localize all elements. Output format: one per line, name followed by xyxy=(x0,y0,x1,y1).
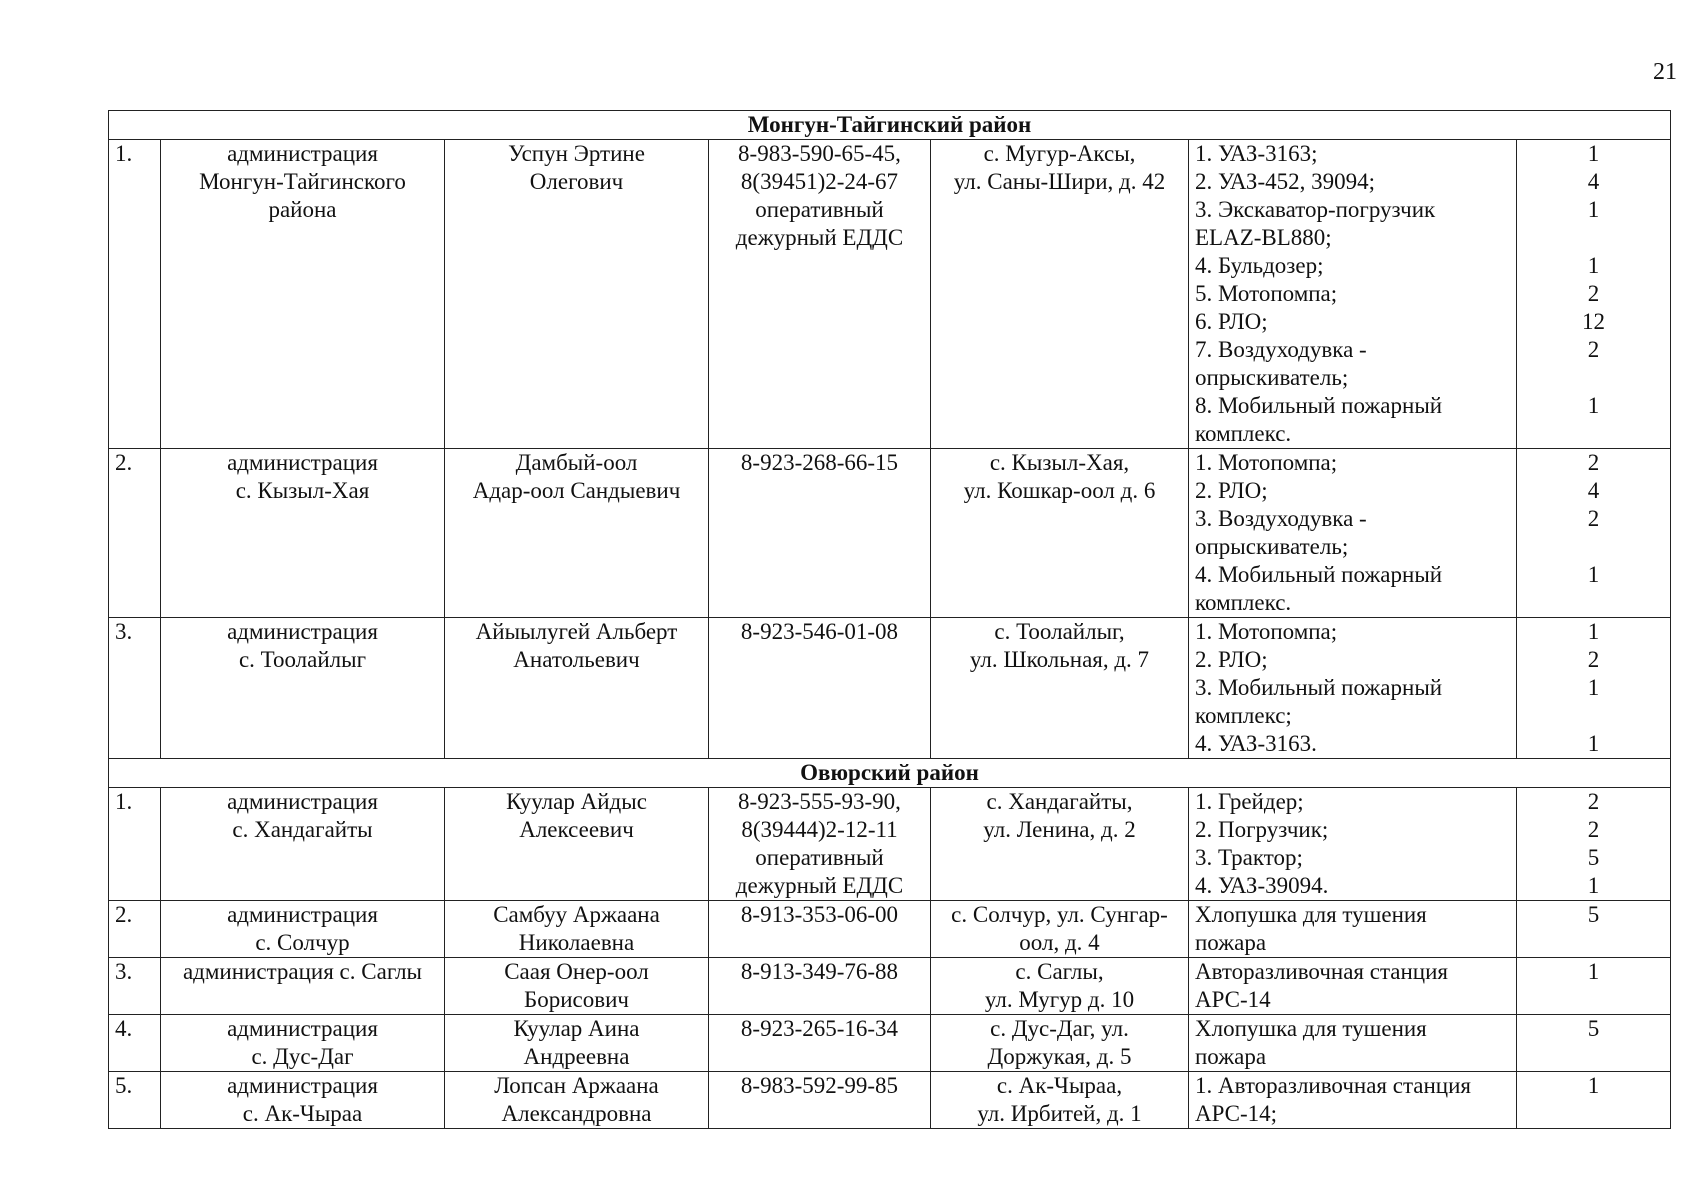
quantity-line: 2 xyxy=(1587,450,1600,475)
quantity-line: 2 xyxy=(1587,789,1600,814)
phone-cell xyxy=(709,618,931,759)
quantity-line: 2 xyxy=(1587,337,1600,362)
row-number: 4. xyxy=(109,1015,161,1072)
contact-person-cell xyxy=(445,901,709,958)
contact-person-line: Самбуу Аржаана xyxy=(493,902,660,927)
address-cell xyxy=(931,788,1189,901)
phone-line: 8-923-268-66-15 xyxy=(740,450,899,475)
table-row xyxy=(109,449,1671,618)
equipment-line: 4. Бульдозер; xyxy=(1195,253,1324,278)
quantity-line: 1 xyxy=(1587,141,1600,166)
equipment-line: АРС-14; xyxy=(1195,1101,1278,1126)
equipment-cell xyxy=(1189,140,1517,449)
quantity-line xyxy=(1523,420,1664,448)
quantity-line xyxy=(1523,1100,1664,1128)
address-line: с. Тоолайлыг, xyxy=(994,619,1125,644)
row-number: 2. xyxy=(109,901,161,958)
equipment-line: пожара xyxy=(1195,930,1267,955)
organization-cell xyxy=(161,788,445,901)
section-header-row xyxy=(109,759,1671,788)
equipment-line: 8. Мобильный пожарный xyxy=(1195,393,1443,418)
quantity-cell xyxy=(1517,901,1671,958)
equipment-line: 3. Мобильный пожарный xyxy=(1195,675,1443,700)
organization-line: с. Солчур xyxy=(255,930,350,955)
contact-person-line: Николаевна xyxy=(518,930,635,955)
equipment-cell xyxy=(1189,618,1517,759)
phone-line: 8-983-590-65-45, xyxy=(738,141,901,166)
address-line: ул. Саны-Шири, д. 42 xyxy=(953,169,1166,194)
equipment-line: 3. Экскаватор-погрузчик xyxy=(1195,197,1436,222)
address-line: с. Кызыл-Хая, xyxy=(989,450,1130,475)
quantity-line: 1 xyxy=(1587,675,1600,700)
organization-line: администрация xyxy=(227,141,378,166)
phone-cell xyxy=(709,1072,931,1129)
quantity-line xyxy=(1523,364,1664,392)
contact-person-line: Алексеевич xyxy=(519,817,634,842)
equipment-line: 2. Погрузчик; xyxy=(1195,817,1329,842)
quantity-line: 5 xyxy=(1587,845,1600,870)
equipment-line: 1. УАЗ-3163; xyxy=(1195,141,1318,166)
quantity-cell xyxy=(1517,1015,1671,1072)
quantity-line xyxy=(1523,589,1664,617)
equipment-line: 2. УАЗ-452, 39094; xyxy=(1195,169,1376,194)
quantity-line xyxy=(1523,929,1664,957)
equipment-line: 1. Грейдер; xyxy=(1195,789,1304,814)
organization-cell xyxy=(161,140,445,449)
quantity-cell xyxy=(1517,788,1671,901)
address-line: с. Солчур, ул. Сунгар- xyxy=(951,902,1168,927)
equipment-line: ELAZ-BL880; xyxy=(1195,225,1332,250)
organization-line: с. Тоолайлыг xyxy=(238,647,367,672)
phone-line: 8-923-265-16-34 xyxy=(740,1016,899,1041)
equipment-line: комплекс. xyxy=(1195,590,1292,615)
contact-person-line: Айыылугей Альберт xyxy=(475,619,678,644)
contact-person-line: Куулар Аина xyxy=(513,1016,640,1041)
equipment-line: 6. РЛО; xyxy=(1195,309,1268,334)
table-row xyxy=(109,958,1671,1015)
quantity-line: 1 xyxy=(1587,197,1600,222)
quantity-line: 12 xyxy=(1582,309,1605,334)
equipment-line: Хлопушка для тушения xyxy=(1195,1016,1427,1041)
contact-person-line: Борисович xyxy=(524,987,629,1012)
organization-cell xyxy=(161,618,445,759)
organization-line: района xyxy=(268,197,337,222)
contact-person-line: Успун Эртине xyxy=(508,141,645,166)
phone-line: 8(39444)2-12-11 xyxy=(741,817,898,842)
table-row xyxy=(109,618,1671,759)
phone-line: 8(39451)2-24-67 xyxy=(740,169,899,194)
equipment-line: 5. Мотопомпа; xyxy=(1195,281,1338,306)
equipment-cell xyxy=(1189,1015,1517,1072)
contact-person-line: Дамбый-оол xyxy=(515,450,638,475)
row-number: 1. xyxy=(109,788,161,901)
equipment-cell xyxy=(1189,788,1517,901)
organization-cell xyxy=(161,449,445,618)
organization-line: Монгун-Тайгинского xyxy=(199,169,406,194)
contact-person-cell xyxy=(445,618,709,759)
quantity-cell xyxy=(1517,140,1671,449)
organization-line: администрация xyxy=(227,1016,378,1041)
phone-cell xyxy=(709,1015,931,1072)
resources-table xyxy=(108,110,1671,1129)
table-row xyxy=(109,140,1671,449)
address-line: ул. Школьная, д. 7 xyxy=(969,647,1150,672)
contact-person-line: Лопсан Аржаана xyxy=(494,1073,659,1098)
equipment-line: опрыскиватель; xyxy=(1195,534,1349,559)
quantity-line: 5 xyxy=(1587,1016,1600,1041)
contact-person-cell xyxy=(445,788,709,901)
contact-person-cell xyxy=(445,140,709,449)
quantity-cell xyxy=(1517,1072,1671,1129)
equipment-line: 2. РЛО; xyxy=(1195,647,1268,672)
address-cell xyxy=(931,1015,1189,1072)
row-number: 3. xyxy=(109,618,161,759)
address-cell xyxy=(931,618,1189,759)
contact-person-line: Александровна xyxy=(501,1101,652,1126)
contact-person-cell xyxy=(445,449,709,618)
table-row xyxy=(109,1072,1671,1129)
organization-line: администрация xyxy=(227,902,378,927)
quantity-line xyxy=(1523,986,1664,1014)
address-line: ул. Мугур д. 10 xyxy=(984,987,1135,1012)
section-title: Овюрский район xyxy=(109,759,1671,788)
address-line: ул. Кошкар-оол д. 6 xyxy=(963,478,1156,503)
phone-line: 8-913-349-76-88 xyxy=(740,959,899,984)
organization-cell xyxy=(161,901,445,958)
phone-line: оперативный xyxy=(755,845,884,870)
contact-person-line: Анатольевич xyxy=(513,647,640,672)
quantity-line: 1 xyxy=(1587,619,1600,644)
organization-cell xyxy=(161,1072,445,1129)
address-cell xyxy=(931,449,1189,618)
phone-line: оперативный xyxy=(755,197,884,222)
quantity-line: 4 xyxy=(1587,478,1600,503)
equipment-line: комплекс; xyxy=(1195,703,1292,728)
contact-person-line: Куулар Айдыс xyxy=(506,789,647,814)
equipment-line: Хлопушка для тушения xyxy=(1195,902,1427,927)
address-line: ул. Ленина, д. 2 xyxy=(983,817,1136,842)
equipment-line: 1. Мотопомпа; xyxy=(1195,450,1338,475)
section-title: Монгун-Тайгинский район xyxy=(109,111,1671,140)
equipment-line: 1. Авторазливочная станция xyxy=(1195,1073,1471,1098)
organization-line: администрация xyxy=(227,619,378,644)
equipment-line: 3. Трактор; xyxy=(1195,845,1303,870)
equipment-line: 3. Воздуходувка - xyxy=(1195,506,1367,531)
row-number: 2. xyxy=(109,449,161,618)
quantity-line: 1 xyxy=(1587,959,1600,984)
organization-cell xyxy=(161,1015,445,1072)
table-row xyxy=(109,901,1671,958)
quantity-line: 1 xyxy=(1587,253,1600,278)
quantity-line: 1 xyxy=(1587,562,1600,587)
quantity-line xyxy=(1523,1043,1664,1071)
address-line: с. Саглы, xyxy=(1015,959,1104,984)
organization-line: администрация xyxy=(227,789,378,814)
quantity-line: 2 xyxy=(1587,647,1600,672)
equipment-cell xyxy=(1189,449,1517,618)
equipment-line: 1. Мотопомпа; xyxy=(1195,619,1338,644)
phone-line: дежурный ЕДДС xyxy=(735,873,904,898)
contact-person-cell xyxy=(445,1015,709,1072)
organization-line: с. Хандагайты xyxy=(232,817,373,842)
address-line: Доржукая, д. 5 xyxy=(987,1044,1132,1069)
equipment-line: 4. УАЗ-3163. xyxy=(1195,731,1317,756)
phone-cell xyxy=(709,788,931,901)
phone-line: 8-913-353-06-00 xyxy=(740,902,899,927)
contact-person-line: Саая Онер-оол xyxy=(504,959,649,984)
phone-line: 8-923-546-01-08 xyxy=(740,619,899,644)
phone-cell xyxy=(709,958,931,1015)
table-row xyxy=(109,788,1671,901)
phone-line: 8-923-555-93-90, xyxy=(738,789,901,814)
equipment-line: 4. УАЗ-39094. xyxy=(1195,873,1329,898)
quantity-line xyxy=(1523,533,1664,561)
organization-line: с. Ак-Чыраа xyxy=(242,1101,363,1126)
contact-person-line: Андреевна xyxy=(523,1044,630,1069)
quantity-line xyxy=(1523,224,1664,252)
organization-line: администрация xyxy=(227,450,378,475)
address-cell xyxy=(931,1072,1189,1129)
organization-line: с. Дус-Даг xyxy=(251,1044,354,1069)
address-cell xyxy=(931,140,1189,449)
quantity-line: 1 xyxy=(1587,393,1600,418)
organization-line: с. Кызыл-Хая xyxy=(235,478,370,503)
address-line: оол, д. 4 xyxy=(1019,930,1100,955)
address-line: с. Хандагайты, xyxy=(986,789,1133,814)
address-line: с. Ак-Чыраа, xyxy=(996,1073,1123,1098)
section-header-row xyxy=(109,111,1671,140)
quantity-line: 5 xyxy=(1587,902,1600,927)
organization-line: администрация xyxy=(227,1073,378,1098)
equipment-line: АРС-14 xyxy=(1195,987,1271,1012)
equipment-line: опрыскиватель; xyxy=(1195,365,1349,390)
phone-cell xyxy=(709,140,931,449)
contact-person-line: Олегович xyxy=(529,169,624,194)
quantity-cell xyxy=(1517,449,1671,618)
contact-person-cell xyxy=(445,1072,709,1129)
quantity-line: 4 xyxy=(1587,169,1600,194)
equipment-line: 7. Воздуходувка - xyxy=(1195,337,1367,362)
equipment-line: комплекс. xyxy=(1195,421,1292,446)
quantity-cell xyxy=(1517,958,1671,1015)
phone-cell xyxy=(709,449,931,618)
address-line: с. Мугур-Аксы, xyxy=(983,141,1136,166)
row-number: 1. xyxy=(109,140,161,449)
table-row xyxy=(109,1015,1671,1072)
phone-cell xyxy=(709,901,931,958)
organization-line: администрация с. Саглы xyxy=(182,959,423,984)
quantity-line: 2 xyxy=(1587,817,1600,842)
phone-line: 8-983-592-99-85 xyxy=(740,1073,899,1098)
quantity-line: 1 xyxy=(1587,873,1600,898)
quantity-line: 2 xyxy=(1587,506,1600,531)
equipment-cell xyxy=(1189,958,1517,1015)
address-line: ул. Ирбитей, д. 1 xyxy=(977,1101,1142,1126)
row-number: 5. xyxy=(109,1072,161,1129)
quantity-cell xyxy=(1517,618,1671,759)
equipment-cell xyxy=(1189,901,1517,958)
equipment-line: 4. Мобильный пожарный xyxy=(1195,562,1443,587)
quantity-line: 1 xyxy=(1587,1073,1600,1098)
address-cell xyxy=(931,958,1189,1015)
contact-person-line: Адар-оол Сандыевич xyxy=(472,478,681,503)
phone-line: дежурный ЕДДС xyxy=(735,225,904,250)
quantity-line: 1 xyxy=(1587,731,1600,756)
equipment-line: 2. РЛО; xyxy=(1195,478,1268,503)
equipment-line: пожара xyxy=(1195,1044,1267,1069)
quantity-line xyxy=(1523,702,1664,730)
organization-cell xyxy=(161,958,445,1015)
quantity-line: 2 xyxy=(1587,281,1600,306)
equipment-cell xyxy=(1189,1072,1517,1129)
address-line: с. Дус-Даг, ул. xyxy=(990,1016,1129,1041)
equipment-line: Авторазливочная станция xyxy=(1195,959,1448,984)
row-number: 3. xyxy=(109,958,161,1015)
contact-person-cell xyxy=(445,958,709,1015)
address-cell xyxy=(931,901,1189,958)
page-number: 21 xyxy=(1653,59,1677,85)
